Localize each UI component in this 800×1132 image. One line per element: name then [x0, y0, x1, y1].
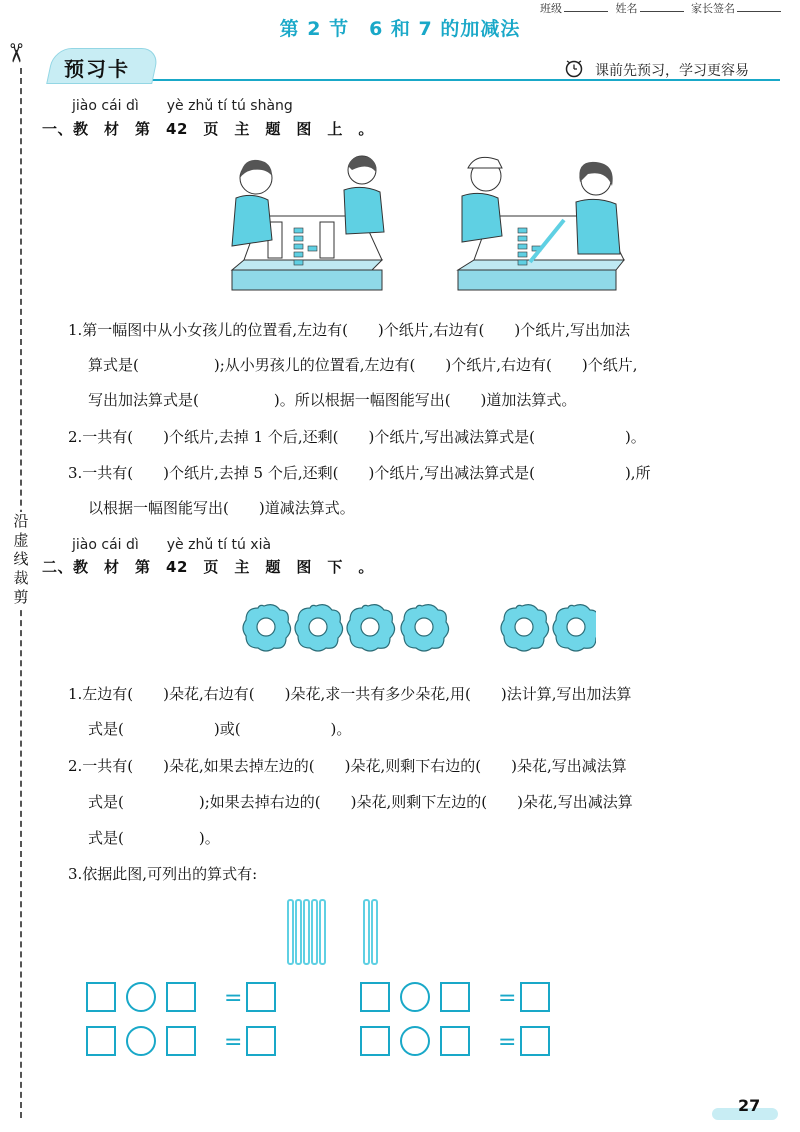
operator-circle [127, 983, 155, 1011]
answer-box [87, 983, 115, 1011]
p2-line-6: 3.依据此图,可列出的算式有: [68, 865, 258, 883]
flower-icon [347, 605, 395, 651]
counting-stick [288, 900, 293, 964]
answer-box [361, 1027, 389, 1055]
answer-box [247, 1027, 275, 1055]
p1-line-2: 算式是( );从小男孩儿的位置看,左边有( )个纸片,右边有( )个纸片, [88, 356, 638, 374]
answer-box [521, 983, 549, 1011]
operator-circle [127, 1027, 155, 1055]
equals-sign: = [224, 986, 243, 1011]
answer-box [167, 983, 195, 1011]
p2-line-1: 1.左边有( )朵花,右边有( )朵花,求一共有多少朵花,用( )法计算,写出加法算 [68, 685, 632, 703]
equation-row-2[interactable] [84, 1024, 284, 1058]
slogan: 课前先预习，学习更容易 [595, 63, 749, 79]
answer-box [441, 983, 469, 1011]
p1-line-4: 2.一共有( )个纸片,去掉 1 个后,还剩( )个纸片,写出减法算式是( )。 [68, 428, 646, 446]
answer-box [87, 1027, 115, 1055]
part2-heading: 二、教 材 第 42 页 主 题 图 下 。 [42, 558, 374, 576]
p1-line-1: 1.第一幅图中从小女孩儿的位置看,左边有( )个纸片,右边有( )个纸片,写出加法 [68, 321, 631, 339]
pinyin-annotation-2: jiào cái dì yè zhǔ tí tú xià [72, 537, 272, 553]
counting-stick [304, 900, 309, 964]
counting-stick [364, 900, 369, 964]
counting-stick [320, 900, 325, 964]
name-field-line[interactable] [640, 3, 684, 12]
part1-heading: 一、教 材 第 42 页 主 题 图 上 。 [42, 120, 374, 138]
flower-icon [243, 605, 291, 651]
flower-icon [295, 605, 343, 651]
p2-line-2: 式是( )或( )。 [88, 720, 352, 738]
equals-sign: = [498, 986, 517, 1011]
p1-line-5: 3.一共有( )个纸片,去掉 5 个后,还剩( )个纸片,写出减法算式是( ),所 [68, 464, 651, 482]
class-field-label: 班级 [540, 2, 562, 15]
answer-box [247, 983, 275, 1011]
counting-sticks [280, 898, 390, 968]
operator-circle [401, 1027, 429, 1055]
answer-box [361, 983, 389, 1011]
illustration-girl-boy-paper-cards [222, 150, 392, 298]
p1-line-3: 写出加法算式是( )。所以根据一幅图能写出( )道加法算式。 [88, 391, 577, 409]
illustration-boy-girl-paper-cards [446, 150, 628, 298]
page-number: 27 [738, 1096, 761, 1115]
flowers-illustration [240, 602, 596, 652]
answer-box [441, 1027, 469, 1055]
answer-box [521, 1027, 549, 1055]
p2-line-4: 式是( );如果去掉右边的( )朵花,则剩下左边的( )朵花,写出减法算 [88, 793, 633, 811]
answer-box [167, 1027, 195, 1055]
p2-line-3: 2.一共有( )朵花,如果去掉左边的( )朵花,则剩下右边的( )朵花,写出减法算 [68, 757, 627, 775]
name-field-label: 姓名 [615, 2, 638, 15]
p1-line-6: 以根据一幅图能写出( )道减法算式。 [88, 499, 355, 517]
flower-icon [401, 605, 449, 651]
flower-icon [553, 605, 596, 651]
cut-instruction: 沿 虚 线 裁 剪 [10, 512, 32, 607]
flower-icon [501, 605, 549, 651]
section-title: 第 2 节 6 和 7 的加减法 [279, 18, 521, 40]
pinyin-annotation: jiào cái dì yè zhǔ tí tú shàng [72, 98, 293, 114]
equals-sign: = [224, 1030, 243, 1055]
equation-row-1[interactable] [84, 980, 284, 1014]
equals-sign: = [498, 1030, 517, 1055]
counting-stick [372, 900, 377, 964]
p2-line-5: 式是( )。 [88, 829, 220, 847]
parent-sign-field-line[interactable] [737, 3, 781, 12]
scissors-icon: ✂ [0, 42, 30, 64]
operator-circle [401, 983, 429, 1011]
equation-row-4[interactable] [358, 1024, 558, 1058]
card-label: 预习卡 [64, 57, 130, 81]
equation-row-3[interactable] [358, 980, 558, 1014]
class-field-line[interactable] [564, 3, 608, 12]
parent-sign-field-label: 家长签名 [691, 2, 735, 15]
counting-stick [312, 900, 317, 964]
counting-stick [296, 900, 301, 964]
clock-icon [564, 58, 584, 78]
